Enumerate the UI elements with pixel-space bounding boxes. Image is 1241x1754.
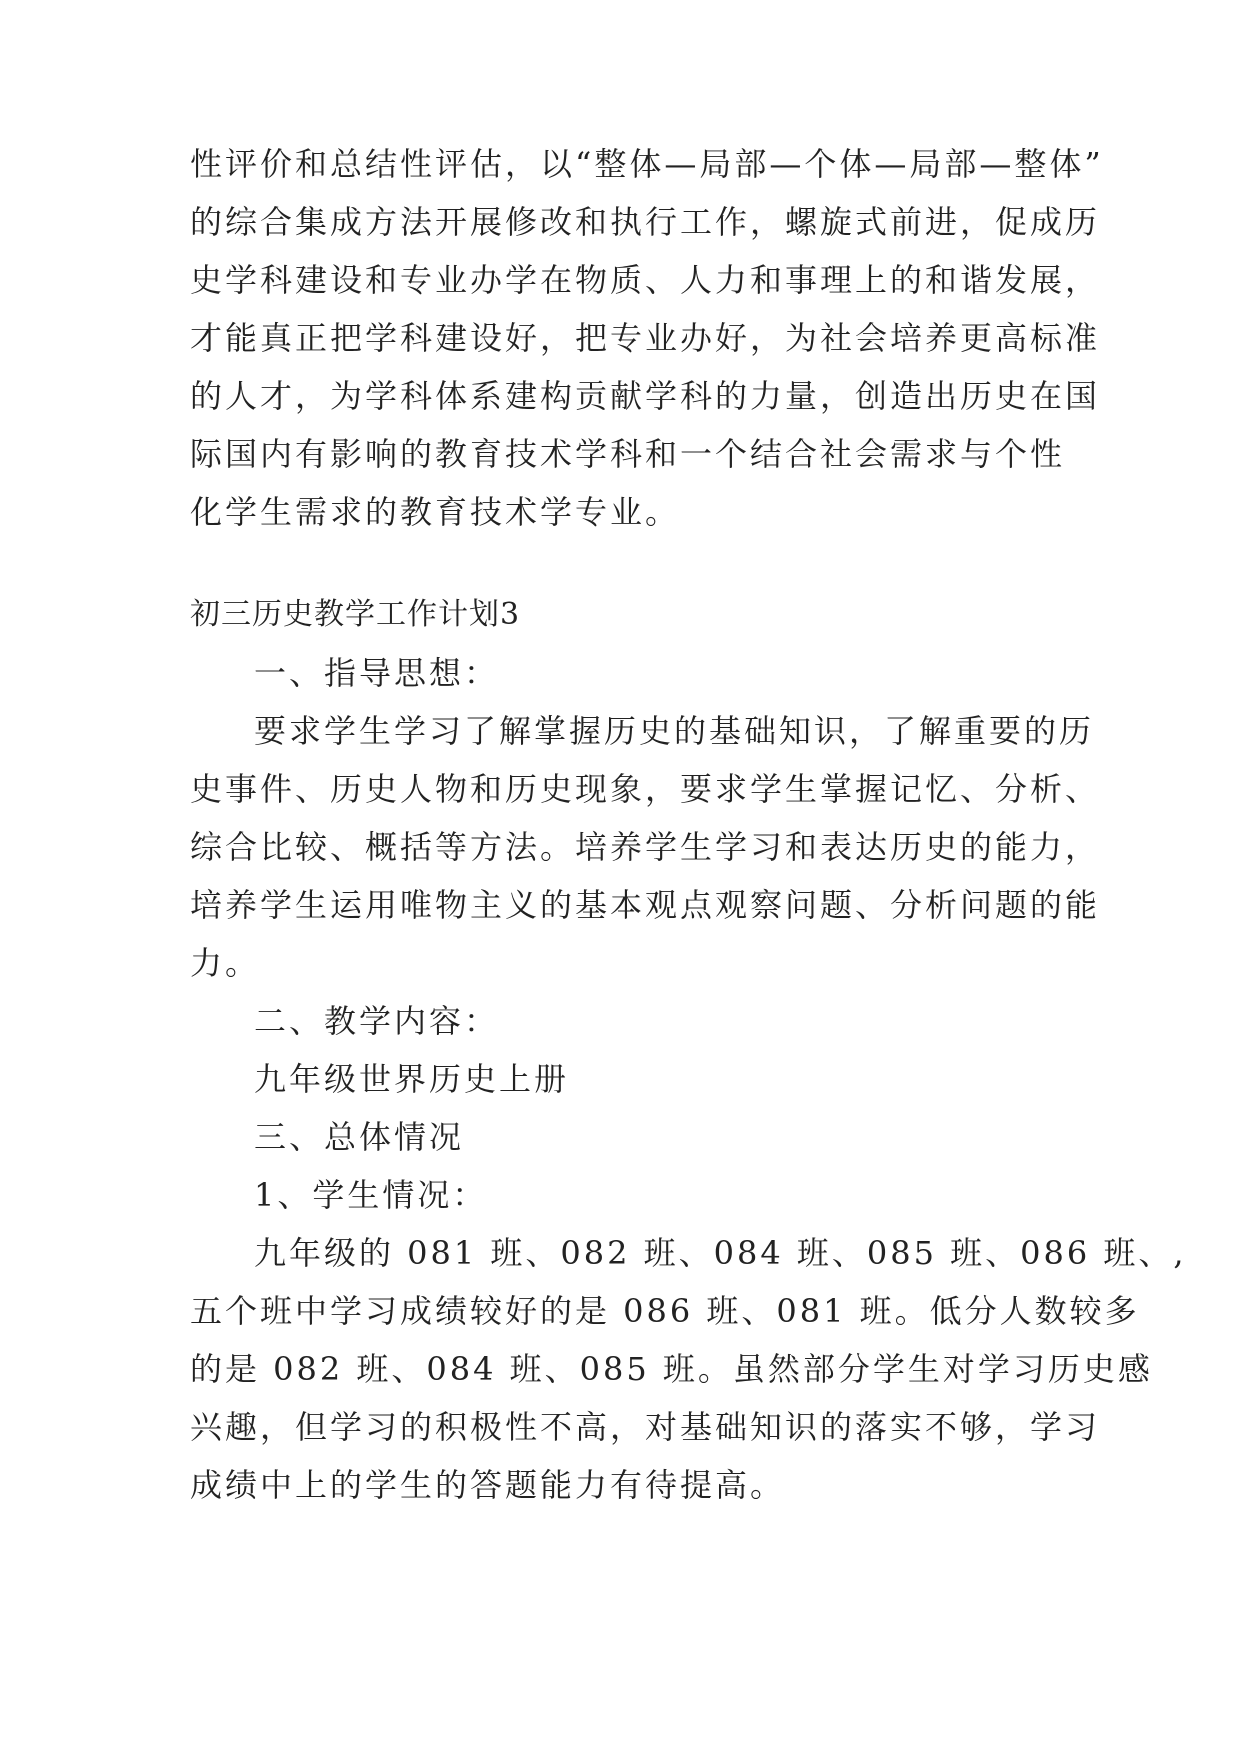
content-text: 九年级世界历史上册 <box>254 1060 570 1098</box>
intro-line: 性评价和总结性评估，以“整体—局部—个体—局部—整体” <box>190 145 1104 183</box>
guiding-line: 综合比较、概括等方法。培养学生学习和表达历史的能力， <box>190 828 1101 866</box>
intro-line: 际国内有影响的教育技术学科和一个结合社会需求与个性 <box>190 435 1066 473</box>
overall-heading: 三、总体情况 <box>254 1118 465 1156</box>
guiding-heading: 一、指导思想： <box>254 654 500 692</box>
section-title: 初三历史教学工作计划3 <box>190 597 521 632</box>
intro-line: 的综合集成方法开展修改和执行工作，螺旋式前进，促成历 <box>190 203 1101 241</box>
intro-line: 的人才，为学科体系建构贡献学科的力量，创造出历史在国 <box>190 377 1101 415</box>
content-heading: 二、教学内容： <box>254 1002 500 1040</box>
guiding-line: 史事件、历史人物和历史现象，要求学生掌握记忆、分析、 <box>190 770 1101 808</box>
intro-line: 史学科建设和专业办学在物质、人力和事理上的和谐发展， <box>190 261 1101 299</box>
students-line: 的是 082 班、084 班、085 班。虽然部分学生对学习历史感 <box>190 1350 1153 1388</box>
students-line: 九年级的 081 班、082 班、084 班、085 班、086 班、, <box>254 1234 1187 1272</box>
guiding-line: 力。 <box>190 944 261 982</box>
intro-line: 化学生需求的教育技术学专业。 <box>190 493 681 531</box>
students-line: 五个班中学习成绩较好的是 086 班、081 班。低分人数较多 <box>190 1292 1140 1330</box>
students-heading: 1、学生情况： <box>254 1176 488 1214</box>
students-line: 兴趣，但学习的积极性不高，对基础知识的落实不够，学习 <box>190 1408 1101 1446</box>
students-line: 成绩中上的学生的答题能力有待提高。 <box>190 1466 786 1504</box>
guiding-line: 培养学生运用唯物主义的基本观点观察问题、分析问题的能 <box>190 886 1101 924</box>
intro-line: 才能真正把学科建设好，把专业办好，为社会培养更高标准 <box>190 319 1101 357</box>
guiding-line: 要求学生学习了解掌握历史的基础知识，了解重要的历 <box>254 712 1095 750</box>
